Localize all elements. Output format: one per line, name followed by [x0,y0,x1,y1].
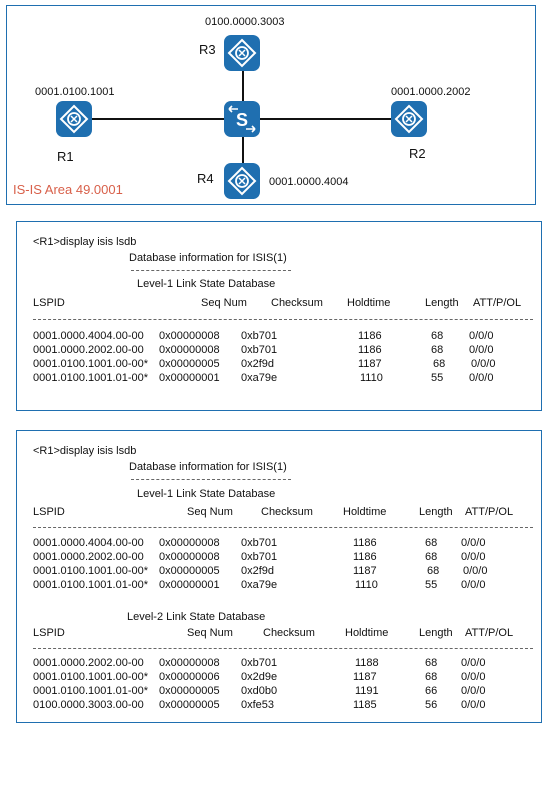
lspid: 0001.0100.1001.01-00* [33,685,148,697]
topology-diagram [6,5,536,205]
seq: 0x00000005 [159,565,220,577]
r3-system-id: 0100.0000.3003 [205,16,285,28]
col-holdtime: Holdtime [347,297,391,309]
lsdb-output-panel [16,221,542,411]
length: 68 [433,358,446,370]
divider [33,527,533,528]
router-icon [56,101,92,137]
table-row [33,358,533,372]
lspid: 0001.0100.1001.00-00* [33,565,148,577]
col-checksum: Checksum [271,297,323,309]
checksum: 0xb701 [241,551,278,563]
table-row [33,579,533,593]
seq: 0x00000005 [159,358,220,370]
col-seq: Seq Num [187,627,233,639]
db-title: Database information for ISIS(1) [129,252,287,264]
seq: 0x00000008 [159,657,220,669]
length: 68 [425,537,438,549]
att: 0/0/0 [461,685,486,697]
router-icon [391,101,427,137]
divider [33,319,533,320]
seq: 0x00000008 [159,330,220,342]
length: 68 [425,671,438,683]
length: 68 [431,344,444,356]
col-length: Length [419,506,453,518]
seq: 0x00000008 [159,551,220,563]
col-lspid: LSPID [33,627,65,639]
col-att: ATT/P/OL [473,297,522,309]
table-row [33,330,533,344]
table-row [33,699,533,713]
col-holdtime: Holdtime [343,506,387,518]
r2-system-id: 0001.0000.2002 [391,86,471,98]
checksum: 0xa79e [241,579,278,591]
seq: 0x00000001 [159,579,220,591]
holdtime: 1187 [353,671,377,683]
table-header [33,627,533,641]
holdtime: 1187 [358,358,382,370]
checksum: 0xd0b0 [241,685,278,697]
lspid: 0001.0000.2002.00-00 [33,344,144,356]
length: 66 [425,685,438,697]
cli-command: <R1>display isis lsdb [33,445,137,457]
seq: 0x00000008 [159,344,220,356]
svg-text:S: S [235,110,249,130]
seq: 0x00000008 [159,537,220,549]
table-row [33,685,533,699]
level1-title: Level-1 Link State Database [137,278,276,290]
r1-system-id: 0001.0100.1001 [35,86,115,98]
holdtime: 1185 [353,699,377,711]
lspid: 0001.0100.1001.00-00* [33,671,148,683]
divider [131,479,291,480]
table-row [33,537,533,551]
col-att: ATT/P/OL [465,627,514,639]
checksum: 0x2f9d [241,565,275,577]
switch-icon [224,101,260,137]
holdtime: 1186 [353,537,377,549]
col-holdtime: Holdtime [345,627,389,639]
att: 0/0/0 [471,358,496,370]
seq: 0x00000005 [159,685,220,697]
checksum: 0xa79e [241,372,278,384]
length: 68 [431,330,444,342]
lsdb-output-panel [16,430,542,723]
divider [33,648,533,649]
col-att: ATT/P/OL [465,506,514,518]
att: 0/0/0 [461,699,486,711]
table-header [33,297,533,311]
holdtime: 1186 [353,551,377,563]
cli-command: <R1>display isis lsdb [33,236,137,248]
checksum: 0xb701 [241,344,278,356]
checksum: 0xb701 [241,537,278,549]
table-row [33,657,533,671]
level1-title: Level-1 Link State Database [137,488,276,500]
att: 0/0/0 [461,657,486,669]
table-row [33,551,533,565]
checksum: 0x2f9d [241,358,275,370]
level2-title: Level-2 Link State Database [127,611,266,623]
col-length: Length [425,297,459,309]
table-row [33,344,533,358]
length: 55 [431,372,444,384]
holdtime: 1186 [358,330,382,342]
col-lspid: LSPID [33,297,65,309]
length: 56 [425,699,438,711]
lspid: 0001.0000.4004.00-00 [33,330,144,342]
length: 68 [425,551,438,563]
router-icon [224,163,260,199]
checksum: 0xb701 [241,657,278,669]
seq: 0x00000001 [159,372,220,384]
length: 68 [427,565,440,577]
holdtime: 1191 [355,685,379,697]
lspid: 0001.0100.1001.01-00* [33,372,148,384]
holdtime: 1110 [355,579,378,591]
att: 0/0/0 [469,372,494,384]
lspid: 0001.0100.1001.01-00* [33,579,148,591]
col-seq: Seq Num [187,506,233,518]
lspid: 0001.0000.2002.00-00 [33,551,144,563]
table-header [33,506,533,520]
length: 68 [425,657,438,669]
db-title: Database information for ISIS(1) [129,461,287,473]
holdtime: 1186 [358,344,382,356]
checksum: 0xfe53 [241,699,275,711]
r1-name: R1 [57,149,74,164]
r3-name: R3 [199,42,216,57]
table-row [33,372,533,386]
table-row [33,565,533,579]
att: 0/0/0 [469,330,494,342]
r4-system-id: 0001.0000.4004 [269,176,349,188]
holdtime: 1187 [353,565,377,577]
att: 0/0/0 [463,565,488,577]
table-row [33,671,533,685]
holdtime: 1110 [360,372,383,384]
r2-name: R2 [409,146,426,161]
att: 0/0/0 [469,344,494,356]
col-length: Length [419,627,453,639]
att: 0/0/0 [461,551,486,563]
lspid: 0001.0100.1001.00-00* [33,358,148,370]
att: 0/0/0 [461,579,486,591]
lspid: 0100.0000.3003.00-00 [33,699,144,711]
divider [131,270,291,271]
att: 0/0/0 [461,671,486,683]
lspid: 0001.0000.2002.00-00 [33,657,144,669]
col-checksum: Checksum [261,506,313,518]
area-label: IS-IS Area 49.0001 [13,182,123,197]
holdtime: 1188 [355,657,379,669]
checksum: 0xb701 [241,330,278,342]
router-icon [224,35,260,71]
col-checksum: Checksum [263,627,315,639]
length: 55 [425,579,438,591]
checksum: 0x2d9e [241,671,278,683]
col-lspid: LSPID [33,506,65,518]
r4-name: R4 [197,171,214,186]
seq: 0x00000006 [159,671,220,683]
att: 0/0/0 [461,537,486,549]
seq: 0x00000005 [159,699,220,711]
lspid: 0001.0000.4004.00-00 [33,537,144,549]
col-seq: Seq Num [201,297,247,309]
